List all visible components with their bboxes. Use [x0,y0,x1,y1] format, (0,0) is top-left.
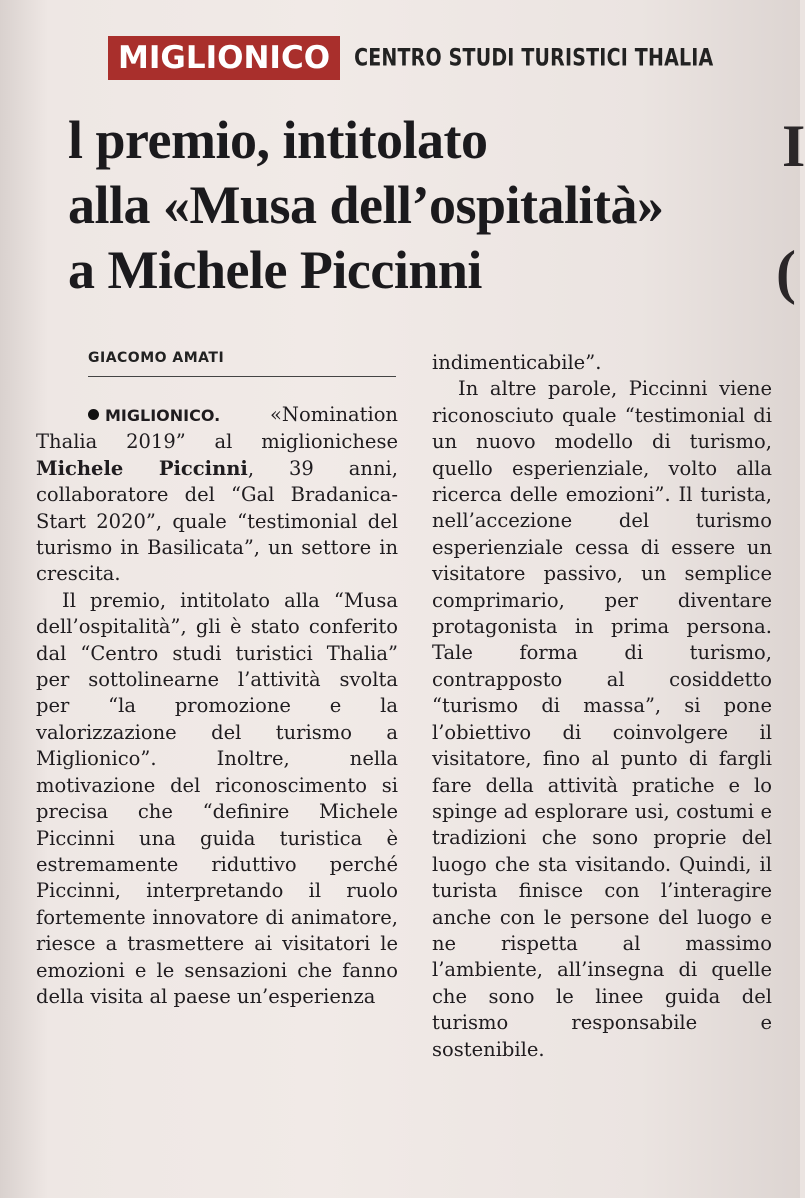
article-paragraph [36,402,398,588]
bullet-dot-icon [88,409,99,420]
article-headline [68,108,788,303]
kicker-section-label: CENTRO STUDI TURISTICI THALIA [354,44,714,72]
dateline-city: MIGLIONICO. [105,406,221,425]
section-kicker [108,36,713,80]
article-column-2 [432,350,772,1063]
byline-author: GIACOMO AMATI [88,350,225,366]
paragraph-text: «Nomination Thalia 2019” al miglionichese [36,403,398,454]
headline-line: alla «Musa dell’ospitalità» [68,175,664,235]
headline-line: a Michele Piccinni [68,240,482,300]
article-paragraph: Il premio, intitolato alla “Musa dell’ospitalità”, gli è stato conferito dal “Centro studi turistici Thalia” per sottolinearne l’attività svolta per “la promozione e la valorizzazione del turismo a Miglionico”. Inoltre, nella motivazione del riconoscimento si precisa che “definire Michele Piccinni una guida turistica è estremamente riduttivo perché Piccinni, interpretando il ruolo fortemente innovatore di animatore, riesce a trasmettere ai visitatori le emozioni e le sensazioni che fanno della visita al paese un’esperienza [36,588,398,1008]
byline-divider [88,376,396,377]
article-paragraph: In altre parole, Piccinni viene riconosciuto quale “testimonial di un nuovo modello di turismo, quello esperienziale, volto alla ricerca delle emozioni”. Il turista, nell’accezione del turismo esperienziale cessa di essere un visitatore passivo, un semplice comprimario, per diventare protagonista in prima persona. Tale forma di turismo, contrapposto al cosiddetto “turismo di massa”, si pone l’obiettivo di coinvolgere il visitatore, fino al punto di fargli fare della attività pratiche e lo spinge ad esplorare usi, costumi e tradizioni che sono proprie del luogo che sta visitando. Quindi, il turista finisce con l’interagire anche con le persone del luogo e ne rispetta al massimo l’ambiente, all’insegna di quelle che sono le linee guida del turismo responsabile e sostenibile. [432,377,772,1061]
headline-line: l premio, intitolato [68,110,488,170]
cropped-adjacent-letter: ( [776,239,796,305]
paragraph-text: , 39 anni, collaboratore del “Gal Bradanica-Start 2020”, quale “testimonial del turismo in Basilicata”, un settore in crescita. [36,456,398,586]
article-column-1 [36,402,398,1010]
cropped-adjacent-letter: I [782,113,805,179]
article-paragraph-continuation: indimenticabile”. [432,351,602,374]
person-name: Michele Piccinni [36,456,248,480]
kicker-place-label: MIGLIONICO [108,36,340,80]
